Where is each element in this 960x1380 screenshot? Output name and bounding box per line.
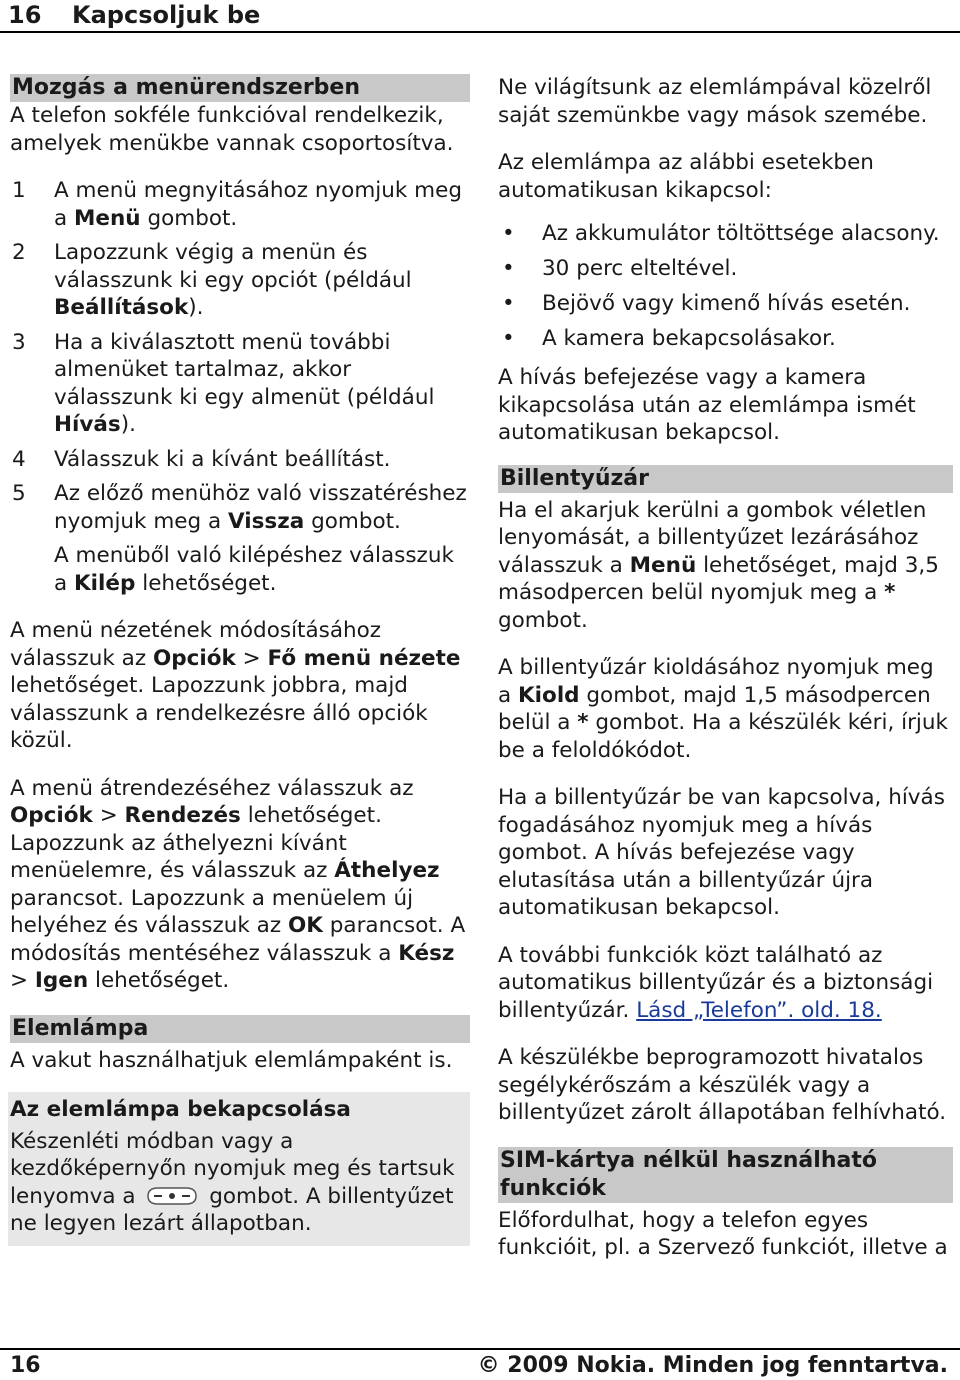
menu-exit-note: A menüből való kilépéshez válasszuk a Kilép lehetőséget. [54, 543, 454, 596]
list-item: 1 A menü megnyitásához nyomjuk meg a Menü gombot. [12, 178, 462, 231]
flashlight-on-text: Készenléti módban vagy a kezdőképernyőn nyomjuk meg és tartsuk lenyomva a gombot. A billentyűzet ne legyen lezárt állapotban. [10, 1128, 455, 1236]
footer-copyright: © 2009 Nokia. Minden jog fenntartva. [477, 1353, 948, 1378]
no-sim-paragraph: Előfordulhat, hogy a telefon egyes funkcióit, pl. a Szervező funkciót, illetve a [498, 1207, 948, 1260]
header-page-number: 16 [8, 1, 42, 29]
flashlight-auto-off: Az elemlámpa az alábbi esetekben automatikusan kikapcsol: [498, 150, 874, 203]
right-column [498, 74, 953, 1262]
auto-off-list [498, 216, 953, 356]
list-item: • Az akkumulátor töltöttsége alacsony. [502, 221, 940, 246]
left-column [10, 74, 470, 1246]
section-heading-flashlight: Elemlámpa [10, 1015, 470, 1043]
keylock-paragraph-3: Ha a billentyűzár be van kapcsolva, hívás fogadásához nyomjuk meg a hívás gombot. A hívás befejezése vagy elutasítása után a billentyűzár újra automatikusan bekapcsol. [498, 785, 945, 920]
list-item: 4 Válasszuk ki a kívánt beállítást. [12, 446, 391, 472]
section-heading-no-sim: SIM-kártya nélkül használható funkciók [498, 1147, 953, 1203]
footer-rule [0, 1348, 960, 1350]
header-rule [0, 31, 960, 33]
menu-reorder-paragraph: A menü átrendezéséhez válasszuk az Opciók > Rendezés lehetőséget. Lapozzunk az áthelyezni kívánt menüelemre, és válasszuk az Áthelyez parancsot. Lapozzunk a menüelem új helyéhez és válasszuk az OK parancsot. A módosítás mentéséhez válasszuk a Kész > Igen lehetőséget. [10, 775, 466, 993]
section-heading-menu: Mozgás a menürendszerben [10, 74, 470, 102]
menu-intro: A telefon sokféle funkcióval rendelkezik, amelyek menükbe vannak csoportosítva. [10, 103, 454, 156]
flashlight-on-box [8, 1092, 470, 1246]
menu-view-paragraph: A menü nézetének módosításához válasszuk az Opciók > Fő menü nézete lehetőséget. Lapozzunk jobbra, majd válasszunk a rendelkezésre álló opciók közül. [10, 618, 461, 753]
list-item: • A kamera bekapcsolásakor. [502, 326, 836, 351]
keylock-paragraph-4: A további funkciók közt található az automatikus billentyűzár és a biztonsági billentyűzár. Lásd „Telefon”. old. 18. [498, 942, 934, 1023]
footer-page-number: 16 [10, 1353, 41, 1378]
list-item: 2 Lapozzunk végig a menün és válasszunk ki egy opciót (például Beállítások). [12, 240, 412, 320]
keylock-paragraph-2: A billentyűzár kioldásához nyomjuk meg a Kiold gombot, majd 1,5 másodpercen belül a * gombot. Ha a készülék kéri, írjuk be a feloldókódot. [498, 655, 948, 763]
list-item: 3 Ha a kiválasztott menü további almenüket tartalmaz, akkor válasszunk ki egy almenüt (például Hívás). [12, 329, 435, 437]
header-title: Kapcsoljuk be [72, 1, 261, 29]
keylock-paragraph-5: A készülékbe beprogramozott hivatalos segélykérőszám a készülék vagy a billentyűzet zárolt állapotában felhívható. [498, 1045, 947, 1125]
page-header [0, 0, 960, 32]
list-item: 5 Az előző menühöz való visszatéréshez nyomjuk meg a Vissza gombot. [12, 481, 467, 534]
list-item: • 30 perc elteltével. [502, 256, 738, 281]
list-item: • Bejövő vagy kimenő hívás esetén. [502, 291, 911, 316]
menu-steps-list [10, 177, 470, 535]
section-heading-keylock: Billentyűzár [498, 465, 953, 493]
flashlight-auto-on: A hívás befejezése vagy a kamera kikapcsolása után az elemlámpa ismét automatikusan bekapcsol. [498, 365, 916, 445]
keylock-paragraph-1: Ha el akarjuk kerülni a gombok véletlen lenyomását, a billentyűzet lezárásához válasszuk a Menü lehetőséget, majd 3,5 másodpercen belül nyomjuk meg a * gombot. [498, 497, 939, 633]
flashlight-on-heading: Az elemlámpa bekapcsolása [10, 1097, 351, 1122]
flashlight-key-icon [144, 1184, 200, 1208]
telefon-page-link[interactable]: Lásd „Telefon”. old. 18. [636, 997, 882, 1023]
flashlight-warning: Ne világítsunk az elemlámpával közelről saját szemünkbe vagy mások szemébe. [498, 75, 932, 128]
flashlight-intro: A vakut használhatjuk elemlámpaként is. [10, 1047, 453, 1073]
